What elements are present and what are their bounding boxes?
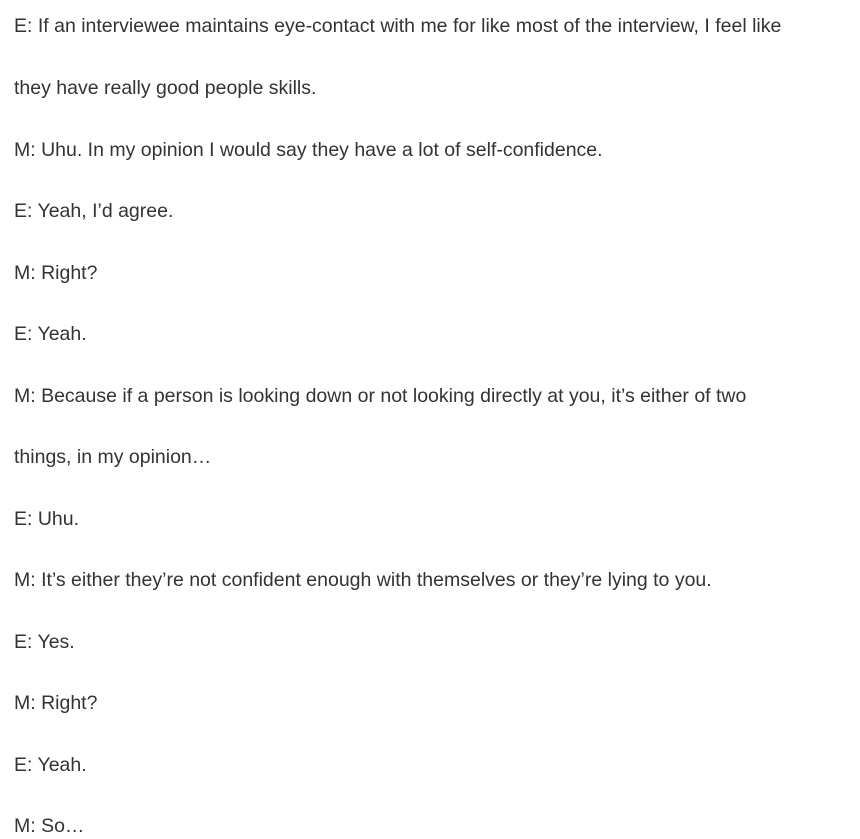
transcript-line-1: E: If an interviewee maintains eye-contact with me for like most of the interview, I feel like	[14, 15, 782, 37]
transcript-line-11: E: Yes.	[14, 631, 75, 653]
transcript-line-7: M: Because if a person is looking down or not looking directly at you, it’s either of two	[14, 385, 747, 407]
transcript-line-5: M: Right?	[14, 262, 98, 284]
transcript-line-9: E: Uhu.	[14, 508, 80, 530]
transcript-line-10: M: It’s either they’re not confident enough with themselves or they’re lying to you.	[14, 569, 712, 591]
transcript-line-2: they have really good people skills.	[14, 77, 317, 99]
transcript-line-6: E: Yeah.	[14, 323, 87, 345]
transcript-line-12: M: Right?	[14, 692, 98, 714]
transcript-line-14: M: So…	[14, 815, 85, 837]
transcript-line-13: E: Yeah.	[14, 754, 87, 776]
transcript-line-3: M: Uhu. In my opinion I would say they have a lot of self-confidence.	[14, 139, 603, 161]
transcript-line-8: things, in my opinion…	[14, 446, 212, 468]
transcript-line-4: E: Yeah, I’d agree.	[14, 200, 174, 222]
